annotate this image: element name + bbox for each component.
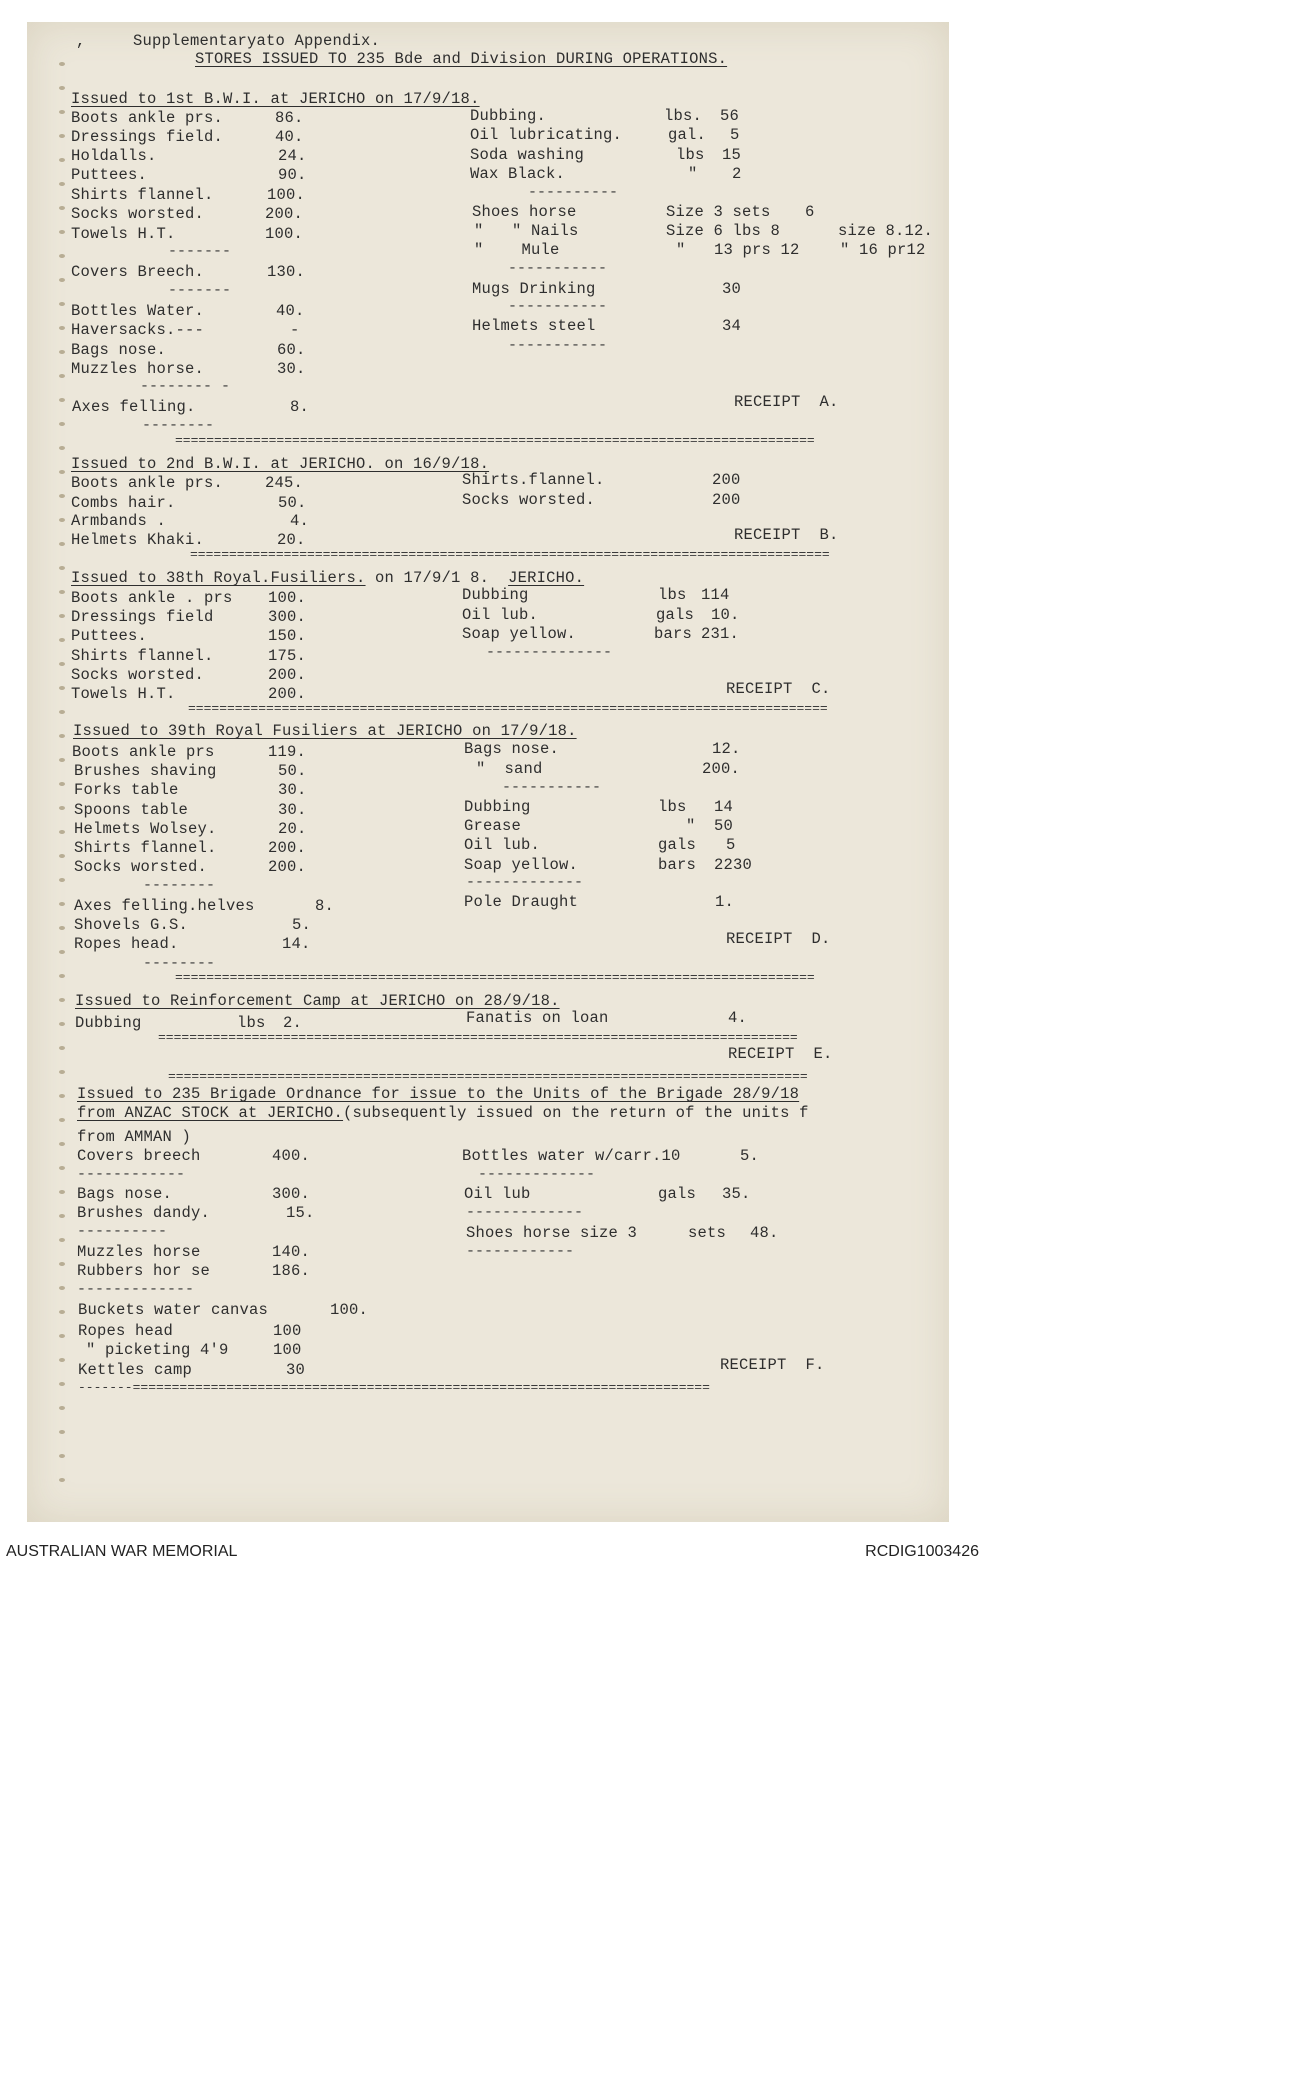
- perforation-mark: [59, 278, 65, 282]
- perforation-mark: [59, 782, 65, 786]
- divider: -------------: [77, 1281, 195, 1298]
- section-c-date: on 17/9/1 8.: [365, 569, 490, 587]
- f-left-item: Buckets water canvas: [78, 1301, 269, 1319]
- perforation-mark: [59, 422, 65, 426]
- a-left-qty: 8.: [290, 398, 310, 416]
- perforation-mark: [59, 158, 65, 162]
- section-f-title-1: Issued to 235 Brigade Ordnance for issue to the Units of the Brigade 28/9/18: [77, 1085, 800, 1103]
- d-left-item: Shovels G.S.: [74, 916, 189, 934]
- receipt-a: RECEIPT A.: [734, 393, 839, 411]
- f-left-item: Kettles camp: [78, 1361, 193, 1379]
- a-right-item: " Mule: [474, 241, 560, 259]
- a-left-qty: 100.: [267, 186, 306, 204]
- f-right-qty: 35.: [722, 1185, 751, 1203]
- perforation-mark: [59, 1190, 65, 1194]
- a-left-item: Dressings field.: [71, 128, 224, 146]
- e-right-item: Fanatis on loan: [466, 1009, 609, 1027]
- perforation-mark: [59, 1430, 65, 1434]
- perforation-mark: [59, 350, 65, 354]
- b-left-qty: 4.: [290, 512, 310, 530]
- c-left-qty: 300.: [268, 608, 307, 626]
- d-right-qty: 2230: [714, 856, 753, 874]
- divider: --------: [143, 955, 216, 972]
- d-left-qty: 119.: [268, 743, 307, 761]
- section-rule: -------==========================================================================: [78, 1380, 710, 1395]
- header-line-1: , Supplementaryato Appendix.: [76, 32, 381, 50]
- f-left-qty: 400.: [272, 1147, 311, 1165]
- a-left-qty: 130.: [267, 263, 306, 281]
- a-left-item: Socks worsted.: [71, 205, 205, 223]
- perforation-mark: [59, 1334, 65, 1338]
- d-left-item: Ropes head.: [74, 935, 179, 953]
- divider: ------------: [466, 1243, 575, 1260]
- divider: -------------: [478, 1166, 596, 1183]
- b-right-item: Socks worsted.: [462, 491, 596, 509]
- a-right-qty: 5: [730, 126, 740, 144]
- perforation-mark: [59, 734, 65, 738]
- perforation-mark: [59, 878, 65, 882]
- divider: -------------: [466, 1204, 584, 1221]
- d-left-qty: 50.: [278, 762, 307, 780]
- f-right-qty: 5.: [740, 1147, 760, 1165]
- a-right-unit: Size 6 lbs 8: [666, 222, 781, 240]
- perforation-mark: [59, 662, 65, 666]
- a-left-item: Boots ankle prs.: [71, 109, 224, 127]
- f-right-unit: sets: [688, 1224, 727, 1242]
- divider: -------------: [466, 874, 584, 891]
- a-right-qty: size 8.12.: [838, 222, 934, 240]
- section-c-title: [71, 569, 584, 587]
- a-right-unit: lbs: [676, 146, 705, 164]
- c-left-item: Towels H.T.: [71, 685, 176, 703]
- c-left-item: Shirts flannel.: [71, 647, 214, 665]
- perforation-mark: [59, 830, 65, 834]
- section-rule: ==================================================================================: [175, 433, 815, 448]
- d-left-qty: 20.: [278, 820, 307, 838]
- c-left-qty: 200.: [268, 666, 307, 684]
- b-left-qty: 20.: [277, 531, 306, 549]
- e-left-qty: 2.: [283, 1014, 303, 1032]
- perforation-mark: [59, 638, 65, 642]
- divider: --------: [142, 417, 215, 434]
- perforation-mark: [59, 686, 65, 690]
- d-right-item: Bags nose.: [464, 740, 560, 758]
- perforation-mark: [59, 110, 65, 114]
- d-right-unit: bars: [658, 856, 697, 874]
- d-right-qty: 5: [726, 836, 736, 854]
- divider: -------: [168, 282, 232, 299]
- f-right-unit: gals: [658, 1185, 697, 1203]
- a-right-unit: Size 3 sets: [666, 203, 771, 221]
- d-left-item: Boots ankle prs: [72, 743, 215, 761]
- a-right-qty: 6: [805, 203, 815, 221]
- e-right-qty: 4.: [728, 1009, 748, 1027]
- d-right-qty: 14: [714, 798, 734, 816]
- f-right-item: Oil lub: [464, 1185, 531, 1203]
- a-left-qty: 30.: [277, 360, 306, 378]
- perforation-mark: [59, 1118, 65, 1122]
- a-left-item: Covers Breech.: [71, 263, 205, 281]
- f-right-item: Shoes horse size 3: [466, 1224, 638, 1242]
- section-b-title: Issued to 2nd B.W.I. at JERICHO. on 16/9/18.: [71, 455, 490, 473]
- a-left-qty: -: [290, 321, 300, 339]
- c-right-item: Oil lub.: [462, 606, 539, 624]
- perforation-mark: [59, 206, 65, 210]
- section-rule: ==================================================================================: [190, 547, 830, 562]
- d-left-qty: 14.: [282, 935, 311, 953]
- perforation-mark: [59, 806, 65, 810]
- perforation-mark: [59, 998, 65, 1002]
- perforation-mark: [59, 1262, 65, 1266]
- a-right-qty: " 16 pr12: [840, 241, 926, 259]
- punch-hole-margin: [59, 62, 69, 1522]
- perforation-mark: [59, 1286, 65, 1290]
- perforation-mark: [59, 62, 65, 66]
- c-right-item: Soap yellow.: [462, 625, 577, 643]
- perforation-mark: [59, 758, 65, 762]
- header-title: Supplementaryato Appendix.: [133, 32, 381, 50]
- perforation-mark: [59, 302, 65, 306]
- d-left-item: Shirts flannel.: [74, 839, 217, 857]
- a-right-item: Dubbing.: [470, 107, 547, 125]
- d-left-item: Socks worsted.: [74, 858, 208, 876]
- d-left-item: Axes felling.helves: [74, 897, 255, 915]
- d-right-item: Oil lub.: [464, 836, 541, 854]
- d-left-item: Spoons table: [74, 801, 189, 819]
- a-right-item: Wax Black.: [470, 165, 566, 183]
- d-left-item: Brushes shaving: [74, 762, 217, 780]
- c-right-unit: gals: [656, 606, 695, 624]
- c-right-unit: lbs: [658, 586, 687, 604]
- c-right-item: Dubbing: [462, 586, 529, 604]
- f-left-qty: 100: [273, 1341, 302, 1359]
- perforation-mark: [59, 614, 65, 618]
- c-right-qty: 10.: [711, 606, 740, 624]
- b-left-item: Boots ankle prs.: [71, 474, 224, 492]
- section-c-unit: Issued to 38th Royal.Fusiliers.: [71, 569, 366, 587]
- receipt-f: RECEIPT F.: [720, 1356, 825, 1374]
- section-d-title: Issued to 39th Royal Fusiliers at JERICHO on 17/9/18.: [73, 722, 577, 740]
- d-left-qty: 200.: [268, 858, 307, 876]
- c-left-item: Puttees.: [71, 627, 148, 645]
- perforation-mark: [59, 470, 65, 474]
- a-right-unit: ": [688, 165, 698, 183]
- d-left-item: Helmets Wolsey.: [74, 820, 217, 838]
- c-right-qty: 231.: [701, 625, 740, 643]
- d-left-qty: 5.: [292, 916, 312, 934]
- perforation-mark: [59, 1238, 65, 1242]
- d-right-item: Soap yellow.: [464, 856, 579, 874]
- f-left-item: Brushes dandy.: [77, 1204, 211, 1222]
- f-left-qty: 30: [286, 1361, 306, 1379]
- f-left-item: " picketing 4'9: [86, 1341, 229, 1359]
- f-left-qty: 100: [273, 1322, 302, 1340]
- perforation-mark: [59, 446, 65, 450]
- section-e-title: Issued to Reinforcement Camp at JERICHO on 28/9/18.: [75, 992, 560, 1010]
- perforation-mark: [59, 326, 65, 330]
- a-left-item: Muzzles horse.: [71, 360, 205, 378]
- perforation-mark: [59, 398, 65, 402]
- f-left-item: Rubbers hor se: [77, 1262, 211, 1280]
- e-left-item: Dubbing: [75, 1014, 142, 1032]
- a-left-item: Bottles Water.: [71, 302, 205, 320]
- a-right-item: Shoes horse: [472, 203, 577, 221]
- b-right-qty: 200: [712, 491, 741, 509]
- a-right-qty: 56: [720, 107, 740, 125]
- perforation-mark: [59, 542, 65, 546]
- perforation-mark: [59, 1310, 65, 1314]
- a-left-qty: 100.: [265, 225, 304, 243]
- a-right-item: Mugs Drinking: [472, 280, 596, 298]
- a-right-qty: 30: [722, 280, 742, 298]
- d-left-qty: 8.: [315, 897, 335, 915]
- divider: -------: [168, 243, 232, 260]
- f-right-qty: 48.: [750, 1224, 779, 1242]
- a-left-item: Bags nose.: [71, 341, 167, 359]
- divider: ----------: [528, 184, 619, 201]
- perforation-mark: [59, 494, 65, 498]
- divider: ----------: [77, 1223, 168, 1240]
- b-right-qty: 200: [712, 471, 741, 489]
- c-left-qty: 100.: [268, 589, 307, 607]
- section-f-source: from ANZAC STOCK at JERICHO.: [77, 1104, 344, 1122]
- a-right-unit: " 13 prs 12: [676, 241, 800, 259]
- perforation-mark: [59, 1094, 65, 1098]
- a-left-qty: 24.: [278, 147, 307, 165]
- f-left-item: Covers breech: [77, 1147, 201, 1165]
- a-left-item: Shirts flannel.: [71, 186, 214, 204]
- perforation-mark: [59, 974, 65, 978]
- a-left-item: Holdalls.: [71, 147, 157, 165]
- section-f-note: (subsequently issued on the return of the units f: [343, 1104, 809, 1122]
- f-left-item: Ropes head: [78, 1322, 174, 1340]
- perforation-mark: [59, 902, 65, 906]
- d-right-unit: gals: [658, 836, 697, 854]
- archive-reference: RCDIG1003426: [865, 1543, 979, 1560]
- c-left-item: Socks worsted.: [71, 666, 205, 684]
- a-left-qty: 90.: [278, 166, 307, 184]
- a-right-qty: 15: [722, 146, 742, 164]
- a-left-item: Haversacks.---: [71, 321, 205, 339]
- f-left-qty: 140.: [272, 1243, 311, 1261]
- perforation-mark: [59, 1382, 65, 1386]
- perforation-mark: [59, 566, 65, 570]
- divider: --------: [143, 877, 216, 894]
- perforation-mark: [59, 854, 65, 858]
- section-rule: ==================================================================================: [188, 701, 828, 716]
- f-right-item: Bottles water w/carr.10: [462, 1147, 681, 1165]
- d-right-qty: 50: [714, 817, 734, 835]
- d-right-item: Grease: [464, 817, 522, 835]
- divider: -----------: [508, 298, 608, 315]
- perforation-mark: [59, 134, 65, 138]
- b-left-item: Helmets Khaki.: [71, 531, 205, 549]
- c-right-qty: 114: [701, 586, 730, 604]
- a-left-qty: 60.: [277, 341, 306, 359]
- receipt-c: RECEIPT C.: [726, 680, 831, 698]
- f-left-item: Bags nose.: [77, 1185, 173, 1203]
- divider: -----------: [508, 260, 608, 277]
- d-left-item: Forks table: [74, 781, 179, 799]
- perforation-mark: [59, 710, 65, 714]
- b-right-item: Shirts.flannel.: [462, 471, 605, 489]
- perforation-mark: [59, 950, 65, 954]
- header-line-2: STORES ISSUED TO 235 Bde and Division DURING OPERATIONS.: [195, 50, 728, 68]
- d-right-unit: ": [686, 817, 696, 835]
- section-rule: ==================================================================================: [158, 1030, 798, 1045]
- f-left-item: Muzzles horse: [77, 1243, 201, 1261]
- divider: ------------: [77, 1166, 186, 1183]
- c-left-item: Boots ankle . prs: [71, 589, 233, 607]
- perforation-mark: [59, 926, 65, 930]
- perforation-mark: [59, 1166, 65, 1170]
- d-left-qty: 30.: [278, 781, 307, 799]
- f-left-qty: 186.: [272, 1262, 311, 1280]
- d-left-qty: 30.: [278, 801, 307, 819]
- d-right-unit: lbs: [658, 798, 687, 816]
- section-c-place: JERICHO.: [508, 569, 585, 587]
- divider: -------- -: [140, 378, 231, 395]
- section-f-title-2: [77, 1104, 809, 1122]
- b-left-qty: 50.: [278, 494, 307, 512]
- a-right-unit: gal.: [668, 126, 707, 144]
- a-left-qty: 200.: [265, 205, 304, 223]
- b-left-item: Armbands .: [71, 512, 167, 530]
- section-f-title-3: from AMMAN ): [77, 1128, 192, 1146]
- a-right-qty: 2: [732, 165, 742, 183]
- perforation-mark: [59, 86, 65, 90]
- a-left-item: Axes felling.: [72, 398, 196, 416]
- perforation-mark: [59, 1454, 65, 1458]
- a-right-item: " " Nails: [474, 222, 579, 240]
- c-left-qty: 150.: [268, 627, 307, 645]
- perforation-mark: [59, 1142, 65, 1146]
- perforation-mark: [59, 374, 65, 378]
- section-rule: ==================================================================================: [175, 970, 815, 985]
- a-right-item: Soda washing: [470, 146, 585, 164]
- a-right-qty: 34: [722, 317, 742, 335]
- perforation-mark: [59, 230, 65, 234]
- d-right-qty: 12.: [712, 740, 741, 758]
- section-a-title: Issued to 1st B.W.I. at JERICHO on 17/9/18.: [71, 90, 480, 108]
- divider: -----------: [508, 337, 608, 354]
- a-right-item: Oil lubricating.: [470, 126, 623, 144]
- a-right-unit: lbs.: [664, 107, 703, 125]
- d-right-qty: 1.: [715, 893, 735, 911]
- a-left-qty: 86.: [275, 109, 304, 127]
- c-left-item: Dressings field: [71, 608, 214, 626]
- divider: -----------: [502, 779, 602, 796]
- c-left-qty: 200.: [268, 685, 307, 703]
- perforation-mark: [59, 1478, 65, 1482]
- receipt-b: RECEIPT B.: [734, 526, 839, 544]
- d-right-item: Dubbing: [464, 798, 531, 816]
- b-left-item: Combs hair.: [71, 494, 176, 512]
- d-left-qty: 200.: [268, 839, 307, 857]
- receipt-e: RECEIPT E.: [728, 1045, 833, 1063]
- a-left-qty: 40.: [275, 128, 304, 146]
- perforation-mark: [59, 1358, 65, 1362]
- d-right-qty: 200.: [702, 760, 741, 778]
- b-left-qty: 245.: [265, 474, 304, 492]
- e-left-unit: lbs: [237, 1014, 266, 1032]
- a-right-item: Helmets steel: [472, 317, 596, 335]
- perforation-mark: [59, 590, 65, 594]
- f-left-qty: 100.: [330, 1301, 369, 1319]
- perforation-mark: [59, 1406, 65, 1410]
- a-left-item: Puttees.: [71, 166, 148, 184]
- a-left-qty: 40.: [276, 302, 305, 320]
- d-right-item: Pole Draught: [464, 893, 579, 911]
- perforation-mark: [59, 1022, 65, 1026]
- section-rule: ==================================================================================: [168, 1069, 808, 1084]
- c-left-qty: 175.: [268, 647, 307, 665]
- perforation-mark: [59, 1046, 65, 1050]
- perforation-mark: [59, 254, 65, 258]
- receipt-d: RECEIPT D.: [726, 930, 831, 948]
- archive-credit: AUSTRALIAN WAR MEMORIAL: [6, 1543, 238, 1560]
- perforation-mark: [59, 182, 65, 186]
- perforation-mark: [59, 518, 65, 522]
- a-left-item: Towels H.T.: [71, 225, 176, 243]
- perforation-mark: [59, 1214, 65, 1218]
- c-right-unit: bars: [654, 625, 693, 643]
- d-right-item: " sand: [476, 760, 543, 778]
- f-left-qty: 300.: [272, 1185, 311, 1203]
- perforation-mark: [59, 1070, 65, 1074]
- f-left-qty: 15.: [286, 1204, 315, 1222]
- divider: --------------: [486, 644, 613, 661]
